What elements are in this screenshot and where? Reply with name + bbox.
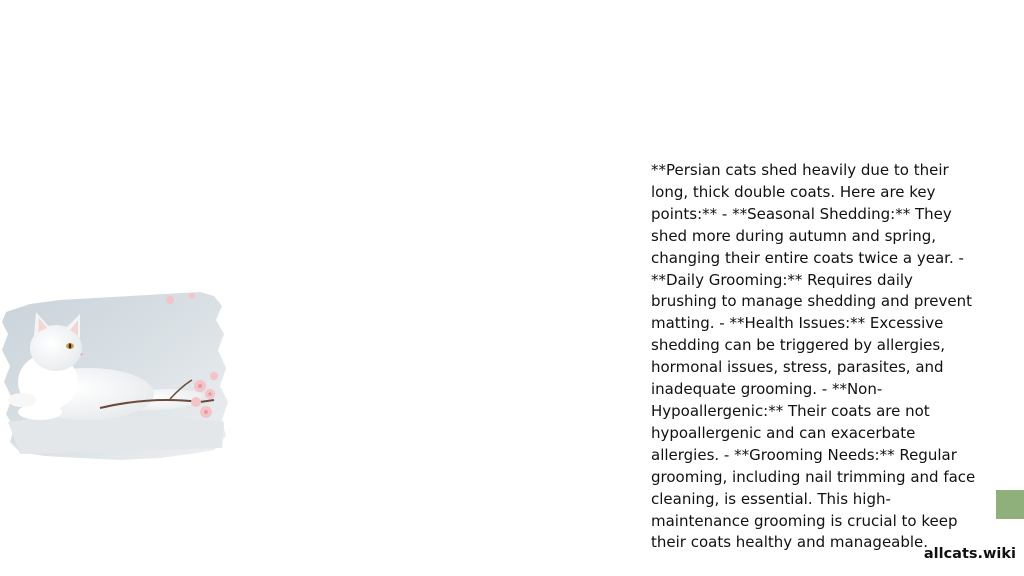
article-paragraph: **Persian cats shed heavily due to their long, thick double coats. Here are key points:** - **Seasonal Shedding:** They shed more during autumn and spring, changing their entire coats twice a year. - **Daily Grooming:** Requires daily brushing to manage shedding and prevent matting. - **Health Issues:** Excessive shedding can be triggered by allergies, hormonal issues, stress, parasites, and inadequate grooming. - **Non-Hypoallergenic:** Their coats are not hypoallergenic and can exacerbate allergies. - **Grooming Needs:** Regular grooming, including nail trimming and face cleaning, is essential. This high-maintenance grooming is crucial to keep their coats healthy and manageable. xyxy=(651,161,976,552)
accent-block xyxy=(996,490,1024,519)
site-label[interactable]: allcats.wiki xyxy=(923,546,1016,562)
article-text xyxy=(651,160,976,554)
cat-image xyxy=(0,290,232,462)
white-cat-photo-icon xyxy=(0,290,232,462)
